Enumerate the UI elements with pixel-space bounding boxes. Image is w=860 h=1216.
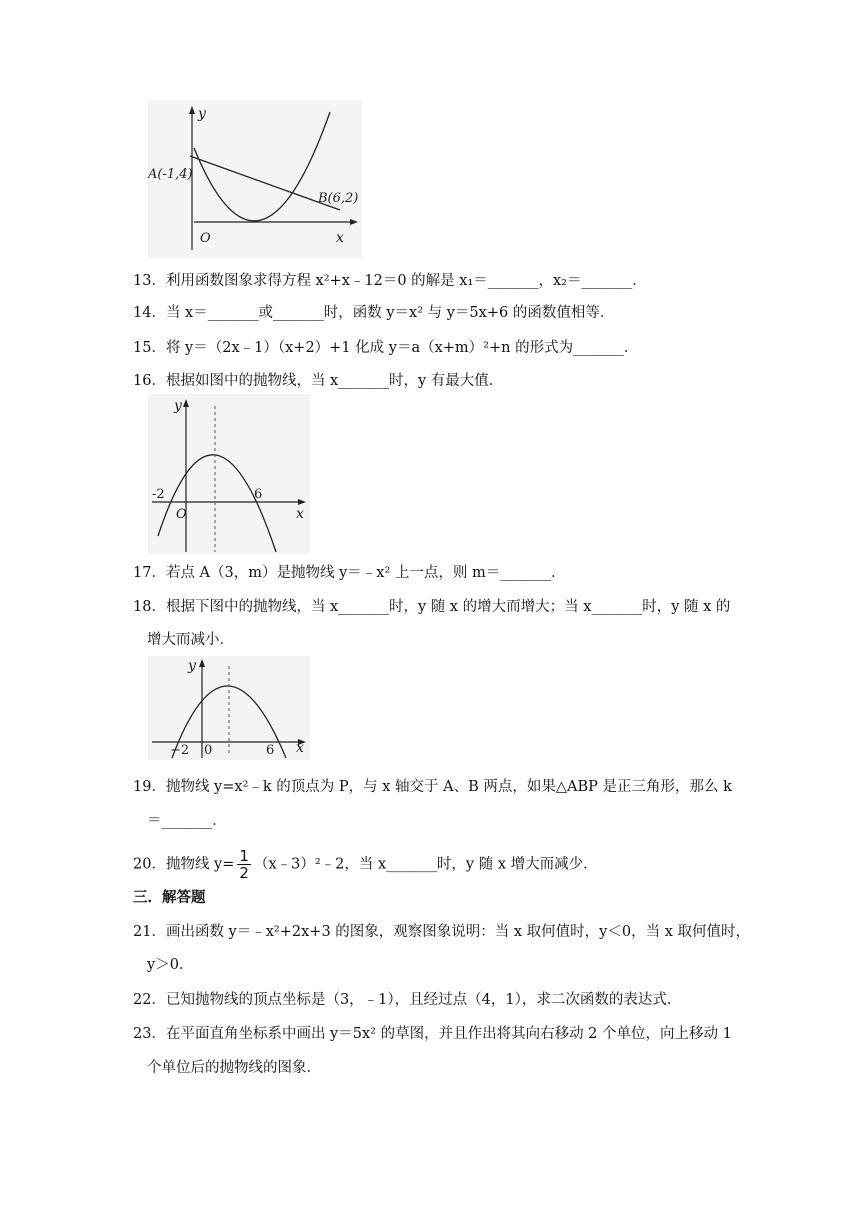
question-19-line2: ＝_______． [147, 813, 227, 829]
question-18-line1: 18．根据下图中的抛物线，当 x_______时，y 随 x 的增大而增大；当 x_______时，y 随 x 的 [133, 599, 731, 615]
question-14: 14．当 x＝_______或_______时，函数 y＝x² 与 y＝5x+6 的函数值相等． [133, 305, 615, 321]
question-16: 16．根据如图中的抛物线，当 x_______时，y 有最大值． [133, 373, 504, 389]
fig12-point-a: A(-1,4) [148, 167, 193, 182]
question-23-line2: 个单位后的抛物线的图象． [147, 1060, 321, 1076]
figure-parabola-q18 [148, 656, 310, 760]
question-18-line2: 增大而减小． [147, 632, 234, 648]
question-23-line1: 23．在平面直角坐标系中画出 y＝5x² 的草图，并且作出将其向右移动 2 个单位，向上移动 1 [133, 1026, 732, 1042]
fig12-x-label: x [336, 230, 344, 246]
fig18-root-right: 6 [266, 743, 275, 758]
fig18-y-label: y [188, 658, 196, 674]
fig12-point-b: B(6,2) [318, 191, 359, 206]
fig12-origin: O [200, 231, 211, 246]
question-20 [133, 848, 598, 881]
question-20-prefix: 20．抛物线 y= [133, 856, 235, 873]
fig16-x-label: x [296, 506, 304, 522]
fig18-origin: 0 [204, 743, 213, 758]
question-21-line2: y＞0． [147, 957, 194, 973]
fig16-origin: O [176, 507, 187, 522]
fig12-y-label: y [198, 106, 206, 122]
figure-parabola-q16 [148, 394, 310, 554]
question-13: 13．利用函数图象求得方程 x²+x﹣12＝0 的解是 x₁＝_______，x₂＝_______． [133, 273, 647, 289]
fig18-root-left: −2 [170, 743, 190, 758]
question-20-suffix: （x﹣3）²﹣2，当 x_______时，y 随 x 增大而减少． [253, 856, 598, 873]
figure-parabola-line [148, 100, 362, 258]
fraction-numerator: 1 [239, 847, 249, 865]
question-19-line1: 19．抛物线 y=x²﹣k 的顶点为 P，与 x 轴交于 A、B 两点，如果△ABP 是正三角形，那么 k [133, 779, 732, 795]
fraction-denominator: 2 [239, 864, 249, 882]
question-22: 22．已知抛物线的顶点坐标是（3，﹣1），且经过点（4，1），求二次函数的表达式． [133, 992, 682, 1008]
fig16-y-label: y [174, 398, 182, 414]
section-3-heading: 三．解答题 [133, 889, 206, 906]
fig16-root-left: -2 [152, 487, 165, 502]
fig18-x-label: x [296, 740, 304, 756]
question-20-fraction [237, 848, 251, 881]
question-15: 15．将 y＝（2x﹣1）（x+2）+1 化成 y＝a（x+m）²+n 的形式为_______． [133, 340, 639, 356]
question-17: 17．若点 A（3，m）是抛物线 y＝﹣x² 上一点，则 m＝_______． [133, 565, 566, 581]
question-21-line1: 21．画出函数 y＝﹣x²+2x+3 的图象，观察图象说明：当 x 取何值时，y＜0，当 x 取何值时， [133, 924, 750, 940]
fig16-root-right: 6 [254, 487, 263, 502]
